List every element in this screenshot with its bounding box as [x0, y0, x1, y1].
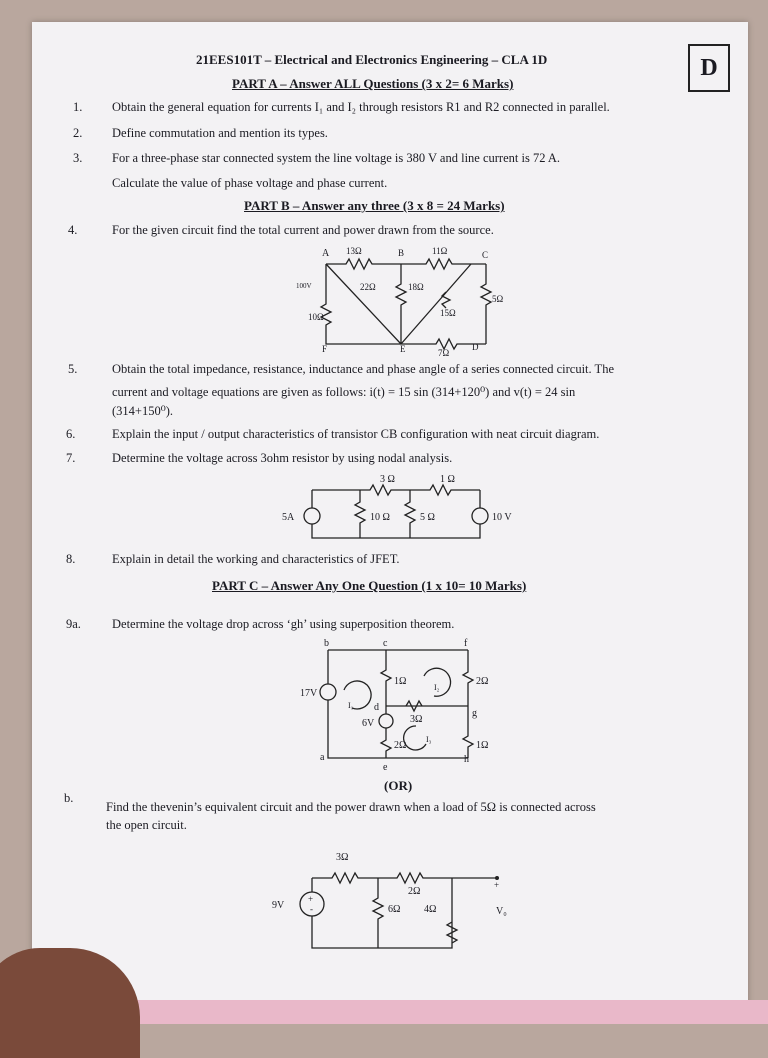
q9a-node-a: a [320, 752, 325, 763]
q9a-r-3: 3Ω [410, 714, 423, 725]
q9b-circuit-diagram [272, 848, 532, 958]
q5-text-line2: current and voltage equations are given as follows: i(t) = 15 sin (314+120⁰) and v(t) = 24 sin [112, 385, 576, 399]
q9b-output-vo: V₀ [496, 906, 507, 917]
q8-number: 8. [66, 552, 76, 566]
q9b-text-line2: the open circuit. [106, 818, 187, 832]
q7-r-3: 3 Ω [380, 474, 395, 485]
q3-number: 3. [73, 151, 83, 165]
q4-source-label: 100V [296, 282, 312, 290]
q3-text: For a three-phase star connected system the line voltage is 380 V and line current is 72 A. [112, 151, 561, 165]
q9a-source-17v: 17V [300, 688, 318, 699]
q9b-number: b. [64, 791, 74, 805]
or-separator: (OR) [384, 778, 413, 793]
q4-node-e: E [400, 344, 406, 354]
q9a-text: Determine the voltage drop across ‘gh’ using superposition theorem. [112, 617, 455, 631]
q5-text-line3: (314+150⁰). [112, 404, 174, 418]
q4-r-11: 11Ω [432, 246, 448, 256]
q9b-source-minus: - [310, 904, 313, 914]
q9a-r-1-bottom: 1Ω [476, 740, 489, 751]
q9b-r-3: 3Ω [336, 852, 349, 863]
q4-node-d: D [472, 342, 479, 352]
q9a-node-b: b [324, 638, 329, 649]
q4-number: 4. [68, 223, 78, 237]
q9a-node-f: f [464, 638, 468, 649]
q6-number: 6. [66, 427, 76, 441]
q9a-node-h: h [464, 754, 469, 765]
q2-text: Define commutation and mention its types. [112, 126, 328, 140]
q9a-circuit-diagram [298, 636, 508, 776]
q9a-node-g: g [472, 708, 477, 719]
q7-r-1: 1 Ω [440, 474, 455, 485]
q9a-number: 9a. [66, 617, 81, 631]
q4-r-13: 13Ω [346, 246, 362, 256]
q7-r-10: 10 Ω [370, 512, 390, 523]
q9b-r-2: 2Ω [408, 886, 421, 897]
q7-r-5: 5 Ω [420, 512, 435, 523]
q9a-loop-i3: I₃ [426, 735, 432, 744]
q7-voltage-source: 10 V [492, 512, 512, 523]
q4-node-b-top: B [398, 248, 405, 258]
part-a-heading: PART A – Answer ALL Questions (3 x 2= 6 Marks) [232, 76, 514, 91]
q7-circuit-diagram [280, 474, 530, 544]
q4-node-c: C [482, 250, 489, 260]
q4-node-a: A [322, 248, 330, 259]
q7-number: 7. [66, 451, 76, 465]
q4-node-f: F [322, 344, 328, 354]
q5-text: Obtain the total impedance, resistance, inductance and phase angle of a series connected circuit. The [112, 362, 614, 376]
q4-r-18: 18Ω [408, 282, 424, 292]
q9a-source-6v: 6V [362, 718, 375, 729]
q6-text: Explain the input / output characteristics of transistor CB configuration with neat circuit diagram. [112, 427, 600, 441]
q9a-r-1-left: 1Ω [394, 676, 407, 687]
q9a-node-c: c [383, 638, 388, 649]
q3-text-line2: Calculate the value of phase voltage and phase current. [112, 176, 388, 190]
q7-text: Determine the voltage across 3ohm resistor by using nodal analysis. [112, 451, 453, 465]
q9a-r-2-right: 2Ω [476, 676, 489, 687]
part-c-heading: PART C – Answer Any One Question (1 x 10= 10 Marks) [212, 578, 527, 593]
q9b-r-4: 4Ω [424, 904, 437, 915]
q4-r-22: 22Ω [360, 282, 376, 292]
part-b-heading: PART B – Answer any three (3 x 8 = 24 Marks) [244, 198, 505, 213]
q4-r-10: 10Ω [308, 312, 324, 322]
q9b-source-plus: + [308, 894, 314, 904]
q9b-output-plus: + [494, 880, 500, 890]
q9b-text: Find the thevenin’s equivalent circuit and the power drawn when a load of 5Ω is connected across [106, 800, 596, 814]
q4-text: For the given circuit find the total current and power drawn from the source. [112, 223, 494, 237]
q1-text: Obtain the general equation for currents I₁ and I₂ through resistors R1 and R2 connected in parallel. [112, 100, 610, 114]
q9a-node-d: d [374, 702, 379, 713]
q2-number: 2. [73, 126, 83, 140]
q8-text: Explain in detail the working and characteristics of JFET. [112, 552, 400, 566]
q4-r-7: 7Ω [438, 348, 450, 358]
q9b-source-9v: 9V [272, 900, 285, 911]
q7-current-source: 5A [282, 512, 295, 523]
exam-title: 21EES101T – Electrical and Electronics Engineering – CLA 1D [196, 52, 548, 67]
q4-r-5: 5Ω [492, 294, 504, 304]
q9a-loop-i1: I₁ [348, 701, 354, 710]
q9a-loop-i2: I₂ [434, 683, 440, 692]
q9a-r-2-bottom: 2Ω [394, 740, 407, 751]
q9b-r-6: 6Ω [388, 904, 401, 915]
set-code-box: D [688, 44, 730, 92]
q4-circuit-diagram [296, 244, 526, 358]
q5-number: 5. [68, 362, 78, 376]
q1-number: 1. [73, 100, 83, 114]
q9a-node-e: e [383, 762, 388, 773]
q4-r-15: 15Ω [440, 308, 456, 318]
